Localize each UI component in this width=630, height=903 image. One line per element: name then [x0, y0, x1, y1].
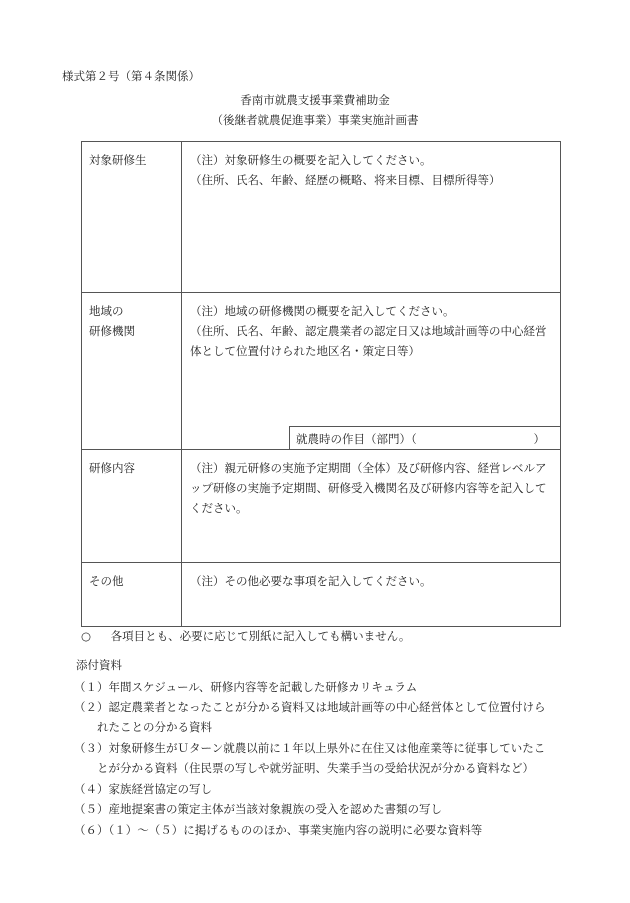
note: [81, 628, 410, 644]
crop-field[interactable]: [289, 426, 561, 450]
document-title: 香南市就農支援事業費補助金: [240, 93, 390, 107]
attachment-item: （６）（１）～（５）に掲げるもののほか、事業実施内容の説明に必要な資料等: [74, 823, 483, 837]
trainee-instruction: （注）対象研修生の概要を記入してください。: [190, 153, 432, 167]
attachment-item-continued: れたことの分かる資料: [74, 720, 212, 734]
circle-bullet-icon: ○: [81, 629, 92, 643]
attachment-item: （３）対象研修生がＵターン就農以前に１年以上県外に在住又は他産業等に従事していたこ: [74, 741, 546, 755]
other-instruction: （注）その他必要な事項を記入してください。: [190, 574, 432, 588]
attachment-item: （４）家族経営協定の写し: [74, 782, 212, 796]
table-row-other: [82, 563, 561, 627]
training-content-field[interactable]: [182, 450, 561, 563]
row-label-institution: 地域の 研修機関: [82, 293, 182, 450]
row-label-training-content: 研修内容: [82, 450, 182, 563]
institution-instruction: （注）地域の研修機関の概要を記入してください。: [190, 304, 455, 318]
plan-table: [81, 141, 561, 627]
table-row-institution: [82, 293, 561, 450]
institution-field[interactable]: [182, 293, 561, 450]
form-number: 様式第２号（第４条関係）: [62, 69, 200, 83]
crop-close-paren: ）: [533, 432, 545, 446]
table-row-training-content: [82, 450, 561, 563]
institution-instruction-detail-1: （住所、氏名、年齢、認定農業者の認定日又は地域計画等の中心経営: [190, 324, 547, 338]
training-content-instruction: （注）親元研修の実施予定期間（全体）及び研修内容、経営レベルアップ研修の実施予定期間、研修受入機関名及び研修内容等を記入してください。: [190, 461, 547, 515]
attachment-item: （５）産地提案書の策定主体が当該対象親族の受入を認めた書類の写し: [74, 802, 442, 816]
trainee-instruction-detail: （住所、氏名、年齢、経歴の概略、将来目標、目標所得等）: [190, 173, 501, 187]
document-subtitle: （後継者就農促進事業）事業実施計画書: [211, 113, 419, 127]
attachments-heading: 添付資料: [76, 658, 122, 672]
crop-label: 就農時の作目（部門）（: [296, 432, 417, 446]
trainee-field[interactable]: [182, 142, 561, 293]
row-label-other: その他: [82, 563, 182, 627]
table-row-trainee: [82, 142, 561, 293]
institution-instruction-detail-2: 体として位置付けられた地区名・策定日等）: [190, 344, 420, 358]
attachment-item-continued: とが分かる資料（住民票の写しや就労証明、失業手当の受給状況が分かる資料など）: [74, 761, 534, 775]
other-field[interactable]: [182, 563, 561, 627]
attachment-item: （２）認定農業者となったことが分かる資料又は地域計画等の中心経営体として位置付けら: [74, 700, 546, 714]
note-text: 各項目とも、必要に応じて別紙に記入しても構いません。: [110, 629, 411, 643]
row-label-trainee: 対象研修生: [82, 142, 182, 293]
attachment-item: （１）年間スケジュール、研修内容等を記載した研修カリキュラム: [74, 680, 418, 694]
